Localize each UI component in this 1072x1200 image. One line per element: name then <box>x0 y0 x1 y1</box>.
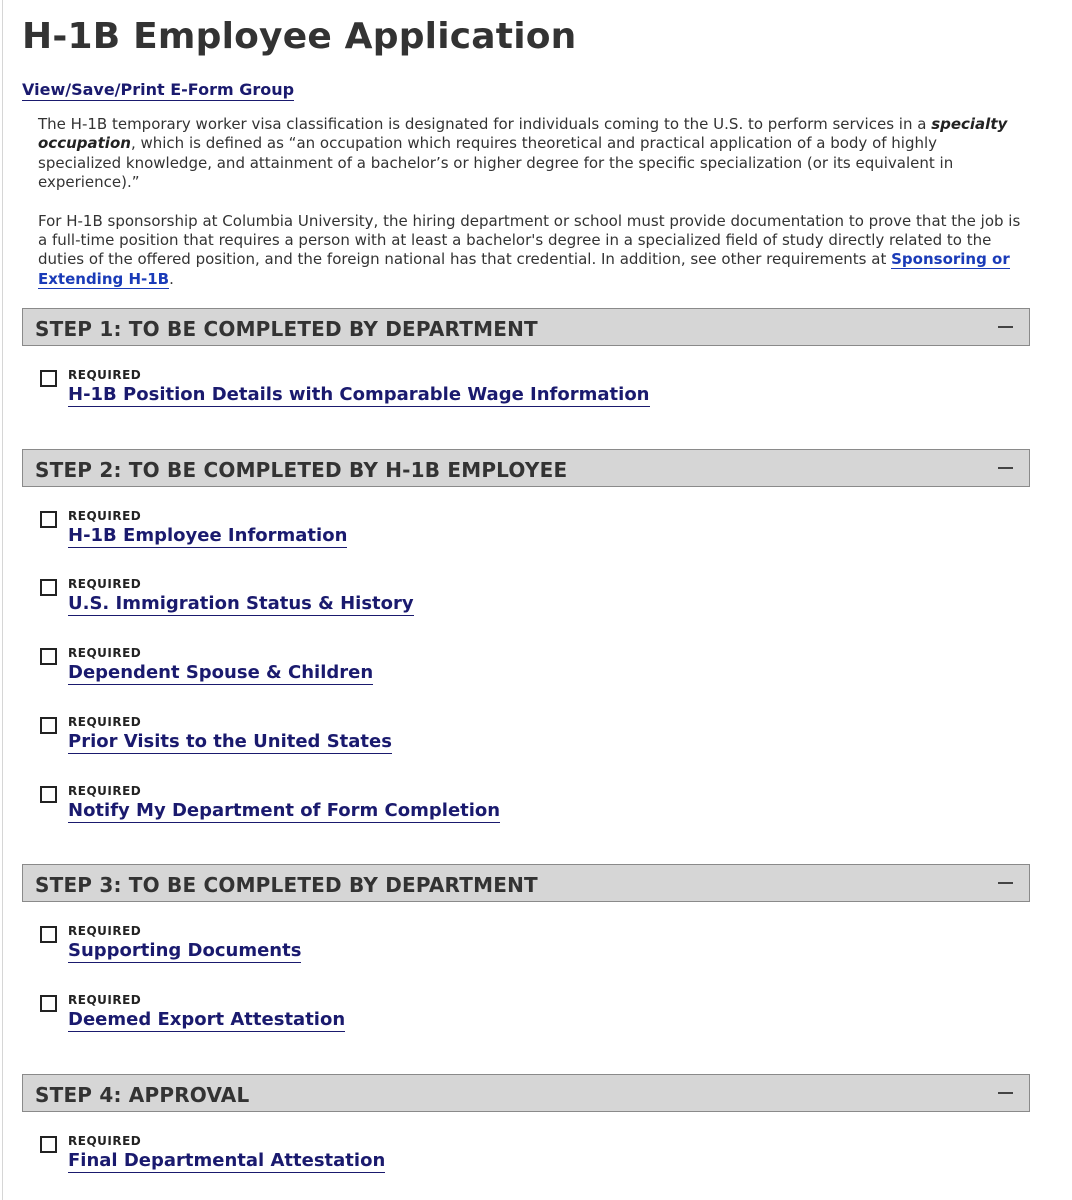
required-label: REQUIRED <box>68 368 142 382</box>
list-item-position-details <box>40 368 940 412</box>
checkbox[interactable] <box>40 370 57 387</box>
list-item-prior-visits <box>40 715 940 759</box>
step-2-header[interactable] <box>22 449 1030 487</box>
supporting-documents-link[interactable]: Supporting Documents <box>68 940 302 961</box>
left-divider <box>2 0 3 1200</box>
page-title: H-1B Employee Application <box>22 16 577 57</box>
required-label: REQUIRED <box>68 1134 142 1148</box>
checkbox[interactable] <box>40 786 57 803</box>
collapse-icon[interactable] <box>997 874 1015 892</box>
sponsoring-h1b-link[interactable]: Sponsoring or Extending H-1B <box>38 250 1010 288</box>
view-save-print-link[interactable]: View/Save/Print E-Form Group <box>22 80 295 99</box>
intro-paragraph-1: The H-1B temporary worker visa classification is designated for individuals coming to the U.S. to perform services in a specialty occupation, which is defined as “an occupation which requires theoretical and practical application of a body of highly specialized knowledge, and attainment of a bachelor’s or higher degree for the specific specialization (or its equivalent in experience).” <box>38 115 1008 192</box>
step-1-title: STEP 1: TO BE COMPLETED BY DEPARTMENT <box>35 317 538 341</box>
collapse-icon[interactable] <box>997 1084 1015 1102</box>
list-item-immigration-status <box>40 577 940 621</box>
checkbox[interactable] <box>40 717 57 734</box>
required-label: REQUIRED <box>68 646 142 660</box>
checkbox[interactable] <box>40 926 57 943</box>
required-label: REQUIRED <box>68 509 142 523</box>
step-2-title: STEP 2: TO BE COMPLETED BY H-1B EMPLOYEE <box>35 458 568 482</box>
specialty-occupation-term: specialty occupation <box>38 115 1008 153</box>
list-item-employee-information <box>40 509 940 553</box>
collapse-icon[interactable] <box>997 459 1015 477</box>
step-3-title: STEP 3: TO BE COMPLETED BY DEPARTMENT <box>35 873 538 897</box>
list-item-deemed-export <box>40 993 940 1037</box>
prior-visits-link[interactable]: Prior Visits to the United States <box>68 731 392 752</box>
final-attestation-link[interactable]: Final Departmental Attestation <box>68 1150 386 1171</box>
checkbox[interactable] <box>40 1136 57 1153</box>
immigration-status-link[interactable]: U.S. Immigration Status & History <box>68 593 414 614</box>
required-label: REQUIRED <box>68 784 142 798</box>
checkbox[interactable] <box>40 511 57 528</box>
required-label: REQUIRED <box>68 993 142 1007</box>
notify-department-link[interactable]: Notify My Department of Form Completion <box>68 800 501 821</box>
step-4-header[interactable] <box>22 1074 1030 1112</box>
list-item-dependent-spouse <box>40 646 940 690</box>
list-item-final-attestation <box>40 1134 940 1178</box>
checkbox[interactable] <box>40 579 57 596</box>
step-1-header[interactable] <box>22 308 1030 346</box>
position-details-link[interactable]: H-1B Position Details with Comparable Wage Information <box>68 384 650 405</box>
checkbox[interactable] <box>40 648 57 665</box>
employee-information-link[interactable]: H-1B Employee Information <box>68 525 348 546</box>
checkbox[interactable] <box>40 995 57 1012</box>
intro-text <box>38 115 1023 289</box>
step-3-header[interactable] <box>22 864 1030 902</box>
required-label: REQUIRED <box>68 715 142 729</box>
list-item-notify-department <box>40 784 940 828</box>
step-4-title: STEP 4: APPROVAL <box>35 1083 250 1107</box>
dependent-spouse-link[interactable]: Dependent Spouse & Children <box>68 662 374 683</box>
deemed-export-link[interactable]: Deemed Export Attestation <box>68 1009 346 1030</box>
intro-paragraph-2: For H-1B sponsorship at Columbia University, the hiring department or school must provide documentation to prove that the job is a full-time position that requires a person with at least a bachelor's degree in a specialized field of study directly related to the duties of the offered position, and the foreign national has that credential. In addition, see other requirements at Sponsoring or Extending H-1B. <box>38 211 1021 288</box>
collapse-icon[interactable] <box>997 318 1015 336</box>
required-label: REQUIRED <box>68 577 142 591</box>
required-label: REQUIRED <box>68 924 142 938</box>
list-item-supporting-documents <box>40 924 940 968</box>
